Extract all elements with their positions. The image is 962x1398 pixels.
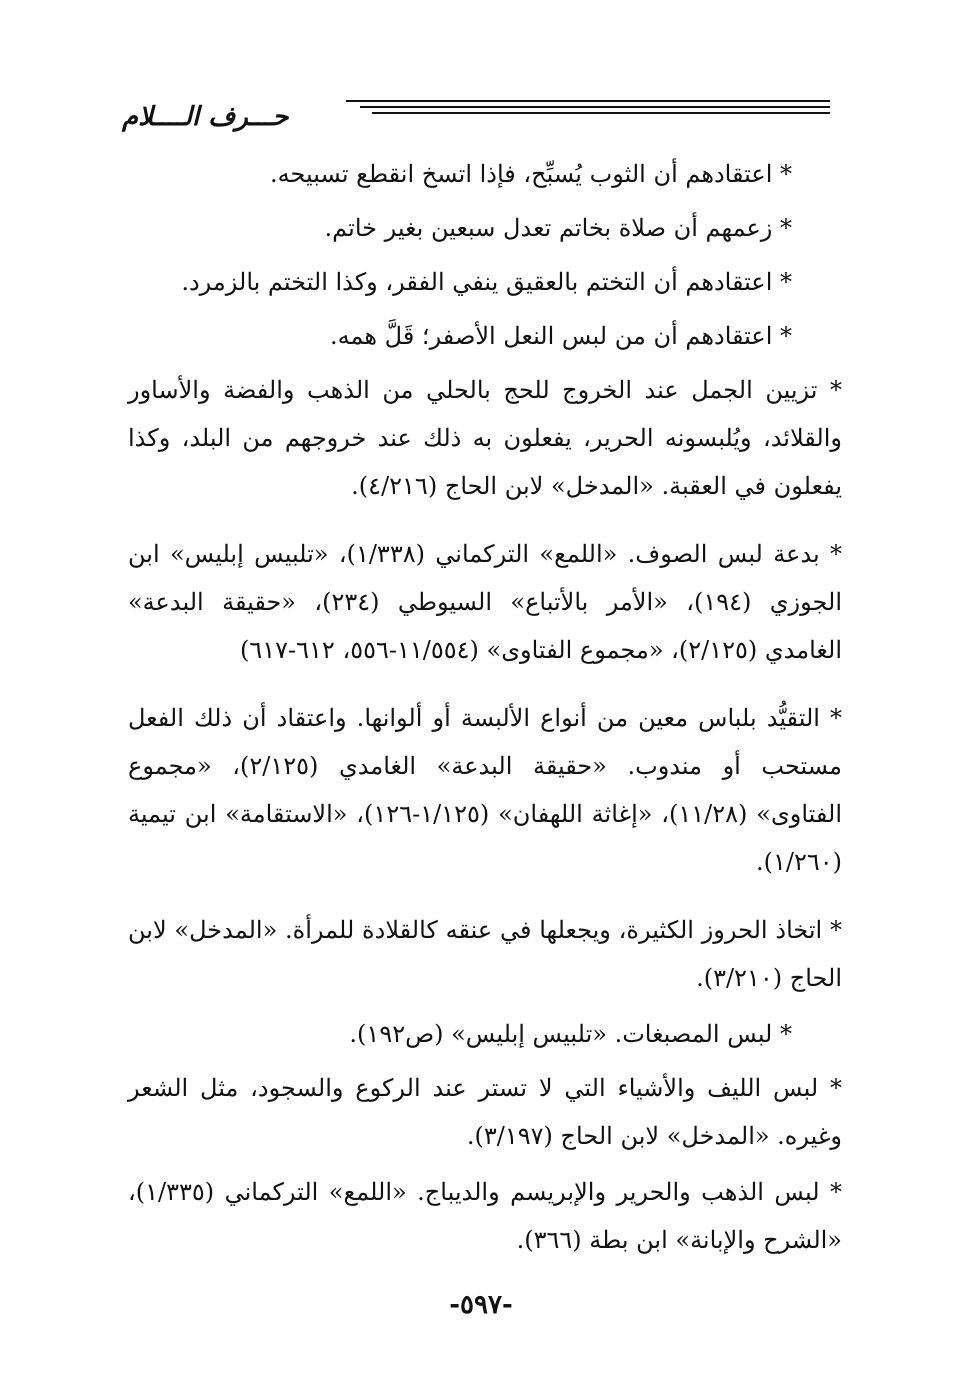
entry-item: * اعتقادهم أن الثوب يُسبِّح، فإذا اتسخ انقطع تسبيحه. xyxy=(269,160,792,188)
entry-item: * لبس الذهب والحرير والإبريسم والديباج. «اللمع» التركماني (١/٣٣٥)، «الشرح والإبانة» ابن بطة (٣٦٦). xyxy=(128,1178,842,1254)
header-rule xyxy=(360,106,830,108)
entry-item: * لبس المصبغات. «تلبيس إبليس» (ص١٩٢). xyxy=(349,1020,792,1048)
page-number: -٥٩٧- xyxy=(449,1290,513,1320)
running-header xyxy=(118,96,830,144)
header-rule xyxy=(346,100,830,102)
entry-item: * زعمهم أن صلاة بخاتم تعدل سبعين بغير خاتم. xyxy=(324,214,792,242)
page-body xyxy=(128,150,842,1272)
header-rule xyxy=(372,112,830,114)
entry-item: * التقيُّد بلباس معين من أنواع الألبسة أو ألوانها. واعتقاد أن ذلك الفعل مستحب أو مندوب. «حقيقة البدعة» الغامدي (٢/١٢٥)، «مجموع الفتاوى» (١١/٢٨)، «إغاثة اللهفان» (١/١٢٥-١٢٦)، «الاستقامة» ابن تيمية (١/٢٦٠). xyxy=(128,704,842,876)
entry-item: * اتخاذ الحروز الكثيرة، ويجعلها في عنقه كالقلادة للمرأة. «المدخل» لابن الحاج (٣/٢١٠). xyxy=(128,916,842,992)
entry-item: * لبس الليف والأشياء التي لا تستر عند الركوع والسجود، مثل الشعر وغيره. «المدخل» لابن الحاج (٣/١٩٧). xyxy=(128,1074,842,1150)
chapter-title: حـــرف الــــلام xyxy=(122,102,289,132)
entry-item: * تزيين الجمل عند الخروج للحج بالحلي من الذهب والفضة والأساور والقلائد، ويُلبسونه الحرير، يفعلون به ذلك عند خروجهم من البلد، وكذا يفعلون في العقبة. «المدخل» لابن الحاج (٤/٢١٦). xyxy=(128,376,843,500)
entry-item: * اعتقادهم أن من لبس النعل الأصفر؛ قَلَّ همه. xyxy=(330,322,792,350)
entry-item: * اعتقادهم أن التختم بالعقيق ينفي الفقر، وكذا التختم بالزمرد. xyxy=(181,268,792,296)
entry-item: * بدعة لبس الصوف. «اللمع» التركماني (١/٣٣٨)، «تلبيس إبليس» ابن الجوزي (١٩٤)، «الأمر بالأتباع» السيوطي (٢٣٤)، «حقيقة البدعة» الغامدي (٢/١٢٥)، «مجموع الفتاوى» (١١/٥٥٤-٥٥٦، ٦١٢-٦١٧) xyxy=(128,540,843,664)
